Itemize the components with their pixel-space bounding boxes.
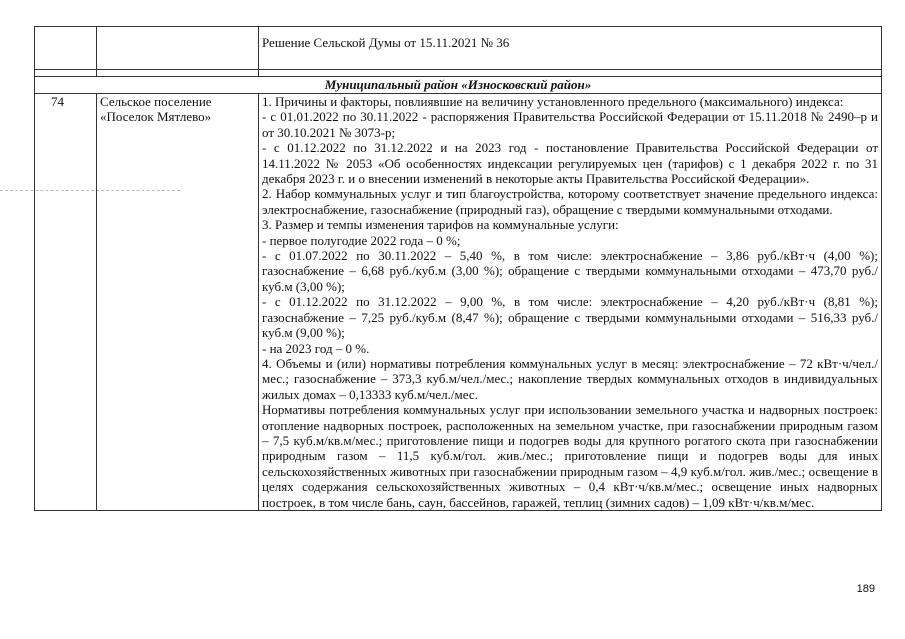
cell-settlement [97,27,259,70]
district-title: Муниципальный район «Износковский район» [35,77,882,94]
table-row [35,94,882,511]
paragraph: - с 01.12.2022 по 31.12.2022 – 9,00 %, в том числе: электроснабжение – 4,20 руб./кВт·ч (8,81 %); газоснабжение – 7,25 руб./куб.м (8,47 %); обращение с твердыми коммунальными отходами – 516,33 руб./куб.м (9,00 %); [262,294,878,341]
paragraph: - первое полугодие 2022 года – 0 %; [262,232,461,248]
paragraph: 3. Размер и темпы изменения тарифов на коммунальные услуги: [262,217,619,233]
decision-text: Решение Сельской Думы от 15.11.2021 № 36 [262,35,510,50]
paragraph: - на 2023 год – 0 %. [262,340,370,356]
paragraph: - с 01.12.2022 по 31.12.2022 и на 2023 год - постановление Правительства Российской Федерации от 14.11.2022 № 2053 «Об особенностях индексации регулируемых цен (тарифов) с 1 декабря 2022 г. по 31 декабря 2023 г. и о внесении изменений в некоторые акты Правительства Российской Федерации». [262,140,878,187]
tariff-table [34,26,882,511]
table-row [35,27,882,70]
paragraph: 2. Набор коммунальных услуг и тип благоустройства, которому соответствует значение предельного индекса: электроснабжение, газоснабжение (природный газ), обращение с твердыми коммунальными отходами. [262,186,878,217]
paragraph: 1. Причины и факторы, повлиявшие на величину установленного предельного (максимального) индекса: [262,94,844,109]
paragraph: - с 01.01.2022 по 30.11.2022 - распоряжения Правительства Российской Федерации от 15.11.2018 № 2490–р и от 30.10.2021 № 3073-р; [262,109,878,140]
settlement-name: Сельское поселение «Поселок Мятлево» [97,94,259,511]
district-header-row [35,77,882,94]
tariff-description [259,94,882,511]
table-row-gap [35,70,882,77]
paragraph: 4. Объемы и (или) нормативы потребления коммунальных услуг в месяц: электроснабжение – 72 кВт·ч/чел./мес.; газоснабжение – 373,3 куб.м/чел./мес.; накопление твердых коммунальных отходов в индивидуальных жилых домах – 0,13333 куб.м/чел./мес. [262,355,878,402]
page-number: 189 [856,583,875,595]
row-number: 74 [35,94,97,511]
cell-number [35,27,97,70]
paragraph: - с 01.07.2022 по 30.11.2022 – 5,40 %, в том числе: электроснабжение – 3,86 руб./кВт·ч (4,00 %); газоснабжение – 6,68 руб./куб.м (3,00 %); обращение с твердыми коммунальными отходами – 473,70 руб./куб.м (3,00 %); [262,248,878,294]
cell-decision [259,27,882,70]
paragraph: Нормативы потребления коммунальных услуг при использовании земельного участка и надворных построек: отопление надворных построек, расположенных на земельном участке, при газоснабжении природным газом – 7,5 куб.м/кв.м/мес.; приготовление пищи и подогрев воды для крупного рогатого скота при газоснабжении природным газом – 11,5 куб.м/гол. жив./мес.; приготовление пищи и подогрев воды для иных сельскохозяйственных животных при газоснабжении природным газом – 4,9 куб.м/гол. жив./мес.; освещение в целях содержания сельскохозяйственных животных – 0,4 кВт·ч/кв.м/мес.; освещение иных надворных построек, в том числе бань, саун, бассейнов, гаражей, теплиц (зимних садов) – 1,09 кВт·ч/кв.м/мес. [262,402,878,510]
